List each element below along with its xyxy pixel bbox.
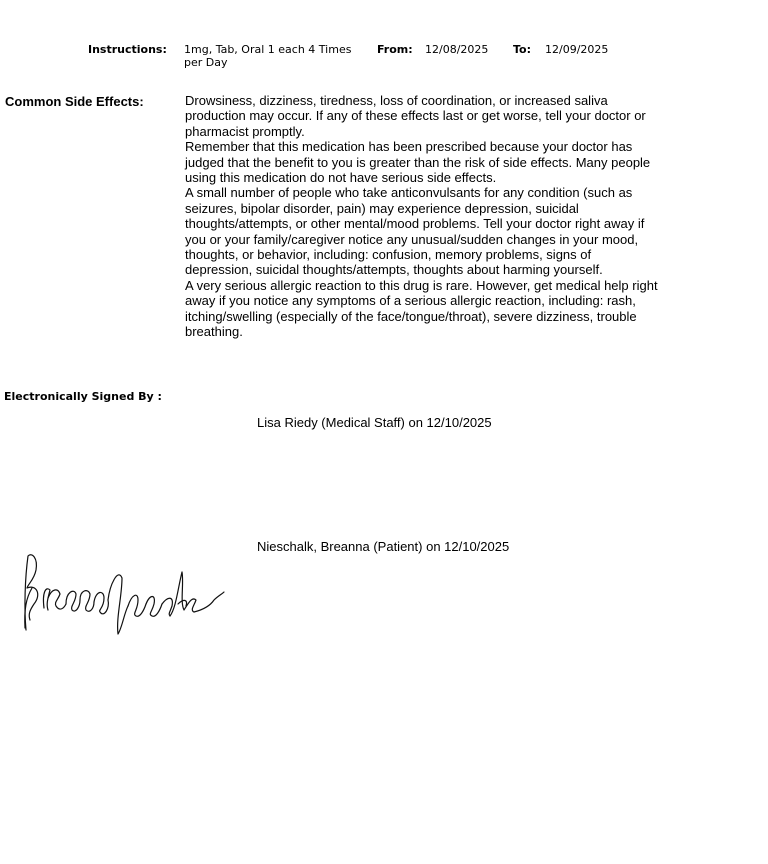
from-label: From:: [377, 43, 413, 56]
side-effects-paragraph: A very serious allergic reaction to this drug is rare. However, get medical help right away if you notice any symptoms of a serious allergic reaction, including: rash, itching/swelling (especially of the face/tongue/throat), severe dizziness, trouble breathing.: [185, 277, 658, 340]
signed-by-label: Electronically Signed By :: [4, 390, 162, 403]
staff-signature-line: Lisa Riedy (Medical Staff) on 12/10/2025: [257, 415, 492, 430]
side-effects-paragraph: Remember that this medication has been prescribed because your doctor has judged that the benefit to you is greater than the risk of side effects. Many people using this medication do not have serious side effects.: [185, 139, 651, 186]
side-effects-paragraph: A small number of people who take anticonvulsants for any condition (such as seizures, bipolar disorder, pain) may experience depression, suicidal thoughts/attempts, or other mental/mood problems. Tell your doctor right away if you or your family/caregiver notice any unusual/sudden changes in your mood, thoughts, or behavior, including: confusion, memory problems, signs of depression, suicidal thoughts/attempts, thoughts about harming yourself.: [185, 185, 645, 278]
patient-signature-line: Nieschalk, Breanna (Patient) on 12/10/2025: [257, 539, 510, 554]
side-effects-paragraph: Drowsiness, dizziness, tiredness, loss of coordination, or increased saliva production may occur. If any of these effects last or get worse, tell your doctor or pharmacist promptly.: [185, 93, 646, 139]
to-date: 12/09/2025: [545, 43, 609, 56]
side-effects-label: Common Side Effects:: [5, 94, 144, 109]
instructions-value: 1mg, Tab, Oral 1 each 4 Times per Day: [184, 43, 352, 69]
side-effects-text: [185, 93, 661, 340]
to-label: To:: [513, 43, 531, 56]
instructions-label: Instructions:: [88, 43, 167, 56]
from-date: 12/08/2025: [425, 43, 489, 56]
handwritten-signature-image: [18, 548, 228, 643]
